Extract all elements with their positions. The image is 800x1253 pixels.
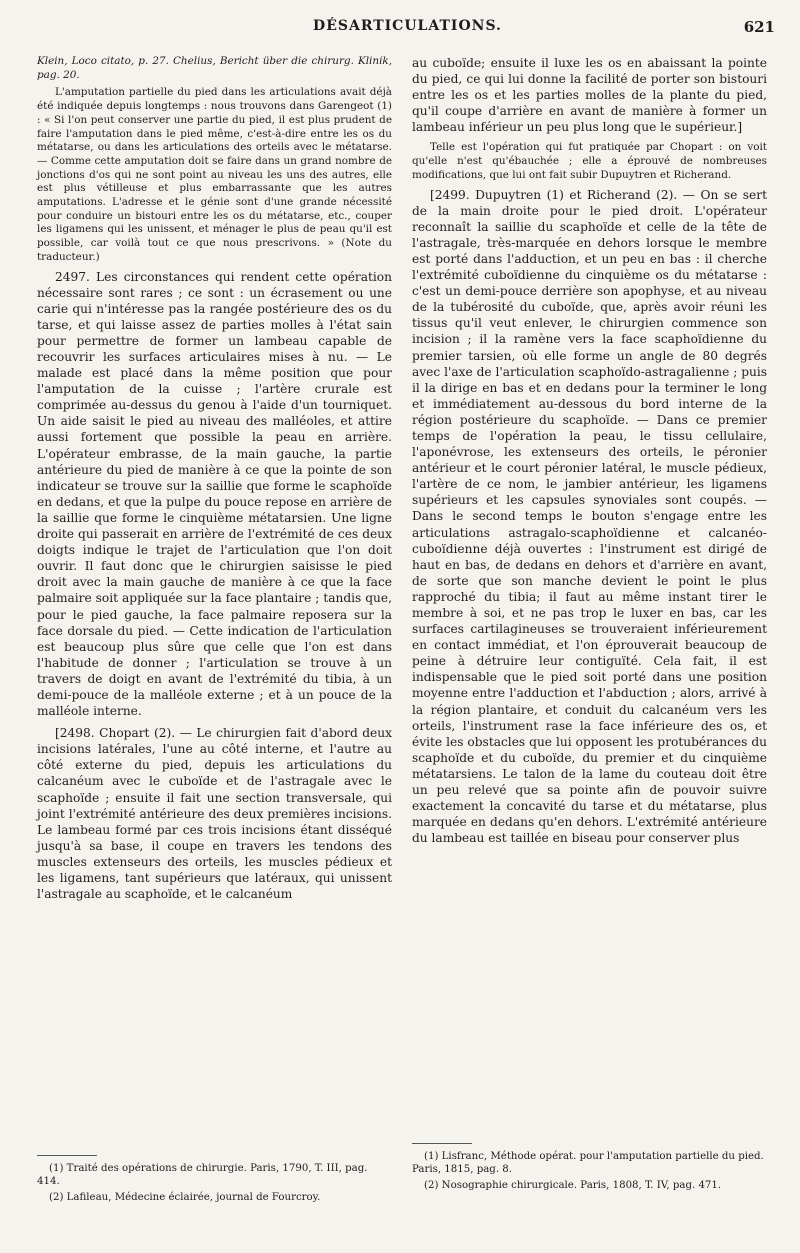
footnote: (2) Nosographie chirurgicale. Paris, 1808, T. IV, pag. 471. (424, 1179, 722, 1191)
running-title: DÉSARTICULATIONS. (313, 18, 502, 34)
chopart-note: Telle est l'opération qui fut pratiquée par Chopart : on voit qu'elle n'est qu'ébauchée ; elle a éprouvé de nombreuses modifications, que lui ont fait subir Dupuytren et Richerand. (412, 141, 767, 181)
paragraph-2497: 2497. Les circonstances qui rendent cette opération nécessaire sont rares ; ce sont : un écrasement ou une carie qui n'intéresse pas la rangée postérieure des os du tarse, et qui laisse assez de parties molles à l'état sain pour permettre de former un lambeau capable de recouvrir les surfaces articulaires mises à nu. — Le malade est placé dans la même position que pour l'amputation de la cuisse ; l'artère crurale est comprimée au-dessus du genou à l'aide d'un tourniquet. Un aide saisit le pied au niveau des malléoles, et attire aussi fortement que possible la peau en arrière. L'opérateur embrasse, de la main gauche, la partie antérieure du pied de manière à ce que la pointe de son indicateur se trouve sur la saillie que forme le scaphoïde en dedans, et que la pulpe du pouce repose en arrière de la saillie que forme le cinquième métatarsien. Une ligne droite qui passerait en arrière de l'extrémité de ces deux doigts indique le trajet de l'articulation que l'on doit ouvrir. Il faut donc que le chirurgien saisisse le pied droit avec la main gauche de manière à ce que la face palmaire soit appliquée sur la face plantaire ; tandis que, pour le pied gauche, la face palmaire reposera sur la face dorsale du pied. — Cette indication de l'articulation est beaucoup plus sûre que celle que l'on est dans l'habitude de donner ; l'articulation se trouve à un travers de doigt en avant de l'extrémité du tibia, à un demi-pouce de la malléole externe ; et à un pouce de la malléole interne. (37, 269, 392, 719)
paragraph-2498: [2498. Chopart (2). — Le chirurgien fait d'abord deux incisions latérales, l'une au côté interne, et l'autre au côté externe du pied, depuis les articulations du calcanéum avec le cuboïde et de l'astragale avec le scaphoïde ; ensuite il fait une section transversale, qui joint l'extrémité antérieure des deux premières incisions. Le lambeau formé par ces trois incisions étant disséqué jusqu'à sa base, il coupe en travers les tendons des muscles extenseurs des orteils, les muscles pédieux et les ligamens, tant supérieurs que latéraux, qui unissent l'astragale au scaphoïde, et le calcanéum (37, 726, 392, 902)
footnote: (1) Lisfranc, Méthode opérat. pour l'amputation partielle du pied. Paris, 1815, pag. 8. (412, 1151, 764, 1176)
translator-note: L'amputation partielle du pied dans les articulations avait déjà été indiquée depuis longtemps : nous trouvons dans Garengeot (1) : « Si l'on peut conserver une partie du pied, il est plus prudent de faire l'amputation dans le pied même, c'est-à-dire entre les os du métatarse, ou dans les articulations des orteils avec le métatarse. — Comme cette amputation doit se faire dans un grand nombre de jonctions d'os qui ne sont point au niveau les uns des autres, elle est plus vétilleuse et plus embarrassante que les autres amputations. L'adresse et le génie sont d'une grande nécessité pour conduire un bistouri entre les os du métatarse, etc., couper les ligamens qui les unissent, et ménager le plus de peau qu'il est possible, car voilà tout ce que nous prescrivons. » (Note du traducteur.) (37, 86, 392, 263)
paragraph-2499: [2499. Dupuytren (1) et Richerand (2). — On se sert de la main droite pour le pied droit. L'opérateur reconnaît la saillie du scaphoïde et celle de la tête de l'astragale, très-marquée en dehors lorsque le membre est porté dans l'adduction, et un peu en bas : il cherche l'extrémité cuboïdienne du cinquième os du métatarse : c'est un demi-pouce derrière son apophyse, et au niveau de la tubérosité du cuboïde, que, après avoir réuni les tissus qu'il veut enlever, le chirurgien commence son incision ; il la ramène vers la face scaphoïdienne du premier tarsien, où elle forme un angle de 80 degrés avec l'axe de l'articulation scaphoïdo-astragalienne ; puis il la dirige en bas et en dedans pour la terminer le long et immédiatement au-dessous du bord interne de la région postérieure du scaphoïde. — Dans ce premier temps de l'opération la peau, le tissu cellulaire, l'aponévrose, les extenseurs des orteils, le péronier antérieur et le court péronier latéral, le muscle pédieux, l'artère de ce nom, le jambier antérieur, les ligamens supérieurs et les capsules synoviales sont coupés. —Dans le second temps le bouton s'engage entre les articulations astragalo-scaphoïdienne et calcanéo-cuboïdienne déjà ouvertes : l'instrument est dirigé de haut en bas, de dedans en dehors et d'arrière en avant, de sorte que son manche devient le point le plus rapproché du tibia; il faut au même instant tirer le membre à soi, et ne pas trop le luxer en bas, car les surfaces cartilagineuses se trouveraient inférieurement en contact immédiat, et l'on éprouverait beaucoup de peine à détruire leur contiguïté. Cela fait, il est indispensable que le pied soit porté dans une position moyenne entre l'adduction et l'abduction ; alors, arrivé à la région plantaire, et conduit du calcanéum vers les orteils, l'instrument rase la face inférieure des os, et évite les obstacles que lui opposent les protubérances du scaphoïde et du cuboïde, du premier et du cinquième métatarsiens. Le talon de la lame du couteau doit être un peu relevé que sa pointe afin de pouvoir suivre exactement la concavité du tarse et du métatarse, plus marquée en dedans qu'en dehors. L'extrémité antérieure du lambeau est taillée en biseau pour conserver plus (412, 187, 767, 846)
footnote-rule-right (412, 1143, 472, 1144)
citation: Klein, Loco citato, p. 27. Chelius, Bericht über die chirurg. Klinik, pag. 20. (37, 55, 392, 81)
footnotes-right (412, 1150, 767, 1194)
page-header (40, 18, 775, 48)
right-column (412, 55, 767, 852)
footnote: (2) Lafileau, Médecine éclairée, journal de Fourcroy. (49, 1191, 321, 1203)
paragraph-continued: au cuboïde; ensuite il luxe les os en abaissant la pointe du pied, ce qui lui donne la facilité de porter son bistouri entre les os et les parties molles de la plante du pied, qu'il coupe d'arrière en avant de manière à former un lambeau inférieur un peu plus long que le supérieur.] (412, 56, 767, 135)
footnotes-left (37, 1162, 392, 1206)
note-block (412, 141, 767, 182)
footnote: (1) Traité des opérations de chirurgie. Paris, 1790, T. III, pag. 414. (37, 1163, 368, 1188)
footnote-rule-left (37, 1155, 97, 1156)
left-column (37, 55, 392, 908)
citation-block (37, 55, 392, 265)
page-number: 621 (743, 18, 775, 36)
